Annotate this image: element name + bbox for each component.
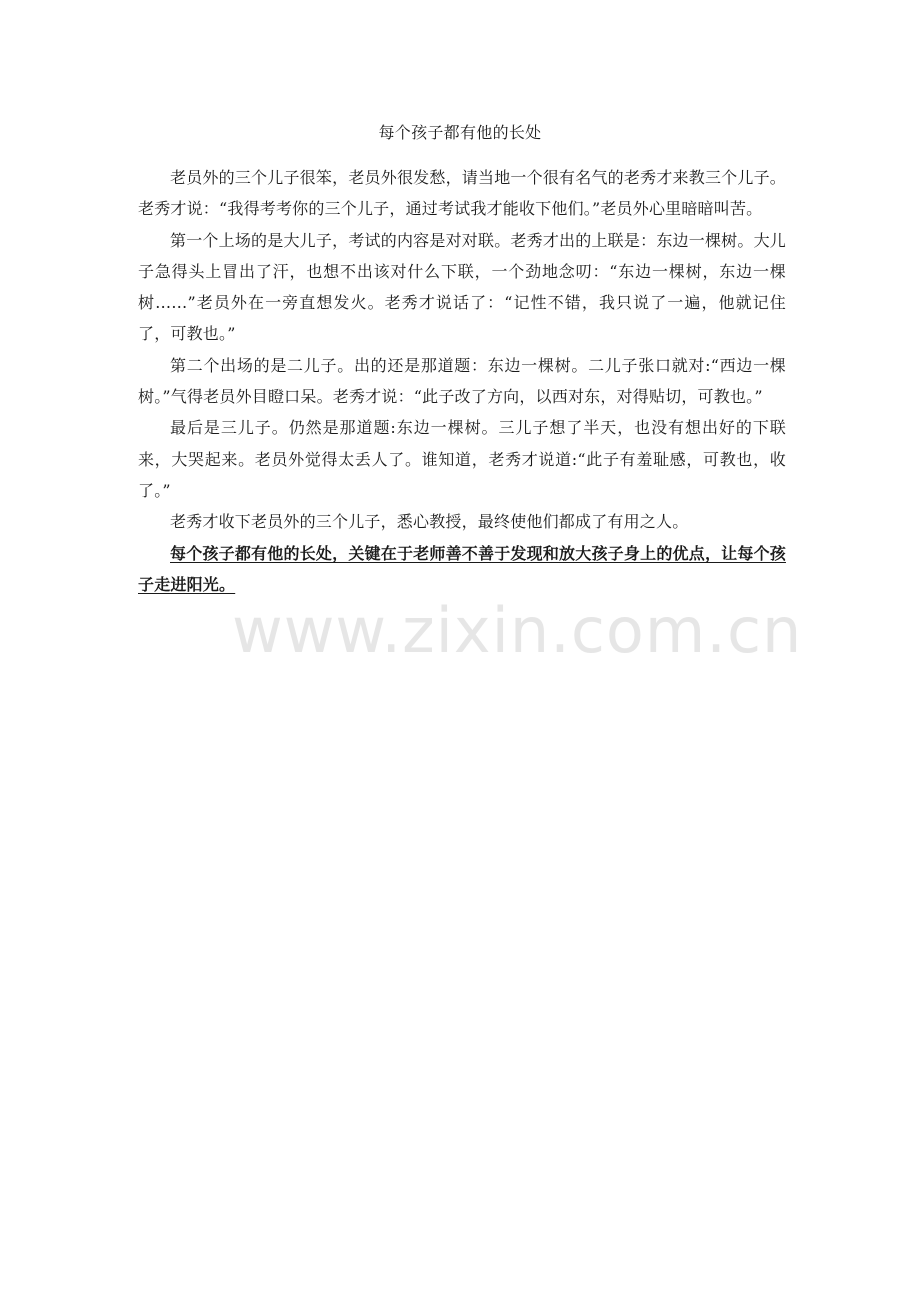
paragraph-3: 第二个出场的是二儿子。出的还是那道题：东边一棵树。二儿子张口就对:“西边一棵树。”气得老员外目瞪口呆。老秀才说：“此子改了方向，以西对东，对得贴切，可教也。” (138, 355, 786, 407)
site-watermark: www.zixin.com.cn (232, 594, 803, 667)
document-body (138, 162, 786, 600)
paragraph-4: 最后是三儿子。仍然是那道题:东边一棵树。三儿子想了半天，也没有想出好的下联来，大哭起来。老员外觉得太丢人了。谁知道，老秀才说道:“此子有羞耻感，可教也，收了。” (138, 418, 786, 500)
paragraph-1: 老员外的三个儿子很笨，老员外很发愁，请当地一个很有名气的老秀才来教三个儿子。老秀才说：“我得考考你的三个儿子，通过考试我才能收下他们。”老员外心里暗暗叫苦。 (138, 168, 786, 219)
paragraph-5: 老秀才收下老员外的三个儿子，悉心教授，最终使他们都成了有用之人。 (170, 512, 689, 532)
document-title: 每个孩子都有他的长处 (378, 123, 542, 142)
paragraph-2: 第一个上场的是大儿子，考试的内容是对对联。老秀才出的上联是：东边一棵树。大儿子急得头上冒出了汗，也想不出该对什么下联，一个劲地念叨：“东边一棵树，东边一棵树……”老员外在一旁直想发火。老秀才说话了：“记性不错，我只说了一遍，他就记住了，可教也。” (138, 230, 786, 344)
conclusion-paragraph: 每个孩子都有他的长处，关键在于老师善不善于发现和放大孩子身上的优点，让每个孩子走进阳光。 (138, 543, 786, 594)
